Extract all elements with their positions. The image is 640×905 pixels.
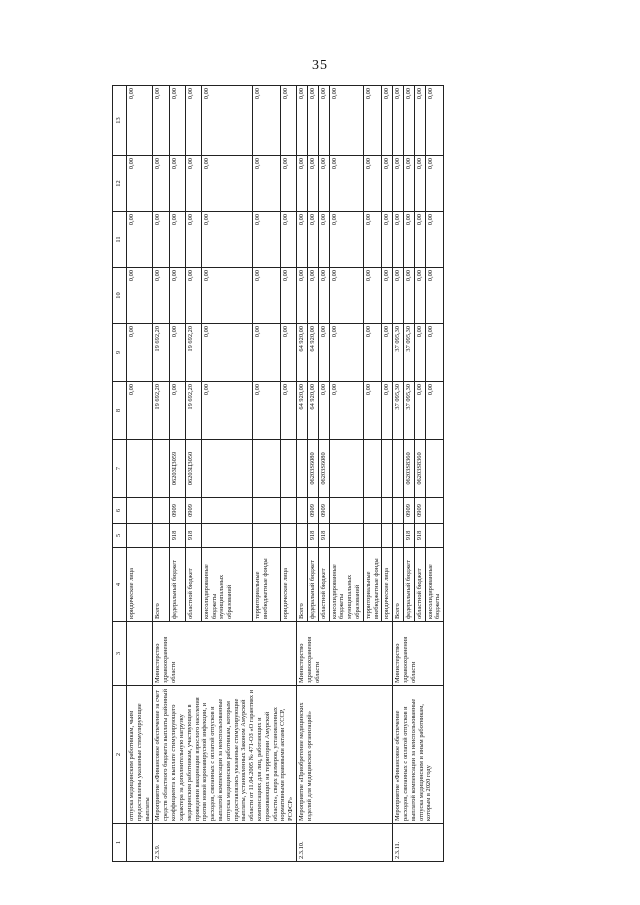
value-cell: 0,00 <box>318 268 329 324</box>
value-cell: 0,00 <box>127 324 153 382</box>
csr-code <box>393 440 404 498</box>
item-description: Мероприятие «Финансовое обеспечение за счет средств областного бюджета выплаты районный коэффициента к выплате стимулирующего характера за дополнительную нагрузку медицинским работникам, участвующим в проведении вакцинации взрослого населения против новой коронавирусной инфекции, и расходов, связанных с оплатой отпусков и выплатой компенсации за неиспользованные отпуска медицинским работникам, которым предоставлялись указанные стимулирующие выплаты, установленных Законом Амурской области от 11.04.2005 № 471-ОЗ «О гарантиях и компенсациях для лиц, работающих и проживающих на территории Амурской области», сверх размеров, установленных нормативными правовыми актами СССР, РСФСР» <box>153 686 297 824</box>
value-cell: 0,00 <box>253 212 281 268</box>
value-cell: 0,00 <box>185 86 201 156</box>
value-cell: 0,00 <box>169 268 185 324</box>
value-cell: 0,00 <box>393 156 404 212</box>
value-cell: 0,00 <box>185 156 201 212</box>
value-cell: 64 920,00 <box>307 382 318 440</box>
value-cell: 0,00 <box>414 324 425 382</box>
value-cell: 0,00 <box>363 268 382 324</box>
value-cell: 0,00 <box>318 212 329 268</box>
item-number: 2.3.10. <box>297 824 393 862</box>
value-cell: 0,00 <box>363 86 382 156</box>
value-cell: 0,00 <box>329 382 363 440</box>
rzpr-code <box>127 498 153 524</box>
value-cell: 0,00 <box>280 324 296 382</box>
grbs-code <box>425 524 444 548</box>
csr-code <box>127 440 153 498</box>
value-cell: 19 692,20 <box>185 324 201 382</box>
value-cell: 0,00 <box>425 156 444 212</box>
csr-code <box>297 440 308 498</box>
rzpr-code: 0909 <box>307 498 318 524</box>
csr-code <box>153 440 169 498</box>
table-row <box>297 86 308 862</box>
value-cell: 0,00 <box>169 156 185 212</box>
value-cell: 64 920,00 <box>297 382 308 440</box>
value-cell: 0,00 <box>253 156 281 212</box>
value-cell: 0,00 <box>425 268 444 324</box>
funding-source: консолидированные бюджеты <box>425 548 444 622</box>
value-cell: 0,00 <box>329 268 363 324</box>
item-executor: Министерство здравоохранения области <box>297 622 393 686</box>
csr-code: 06203S6080 <box>318 440 329 498</box>
rzpr-code <box>280 498 296 524</box>
grbs-code <box>363 524 382 548</box>
value-cell: 0,00 <box>169 212 185 268</box>
csr-code <box>201 440 252 498</box>
funding-source: областной бюджет <box>185 548 201 622</box>
rzpr-code <box>363 498 382 524</box>
rzpr-code: 0909 <box>169 498 185 524</box>
value-cell: 0,00 <box>307 268 318 324</box>
carry-over-row <box>127 86 153 862</box>
funding-source: Всего <box>153 548 169 622</box>
executor-cell <box>127 622 153 686</box>
value-cell: 64 920,00 <box>297 324 308 382</box>
value-cell: 0,00 <box>153 268 169 324</box>
rotated-table-wrapper <box>112 86 542 862</box>
csr-code <box>253 440 281 498</box>
value-cell: 0,00 <box>253 382 281 440</box>
value-cell: 0,00 <box>127 212 153 268</box>
funding-source: юридические лица <box>280 548 296 622</box>
funding-source: Всего <box>393 548 404 622</box>
grbs-code: 918 <box>404 524 415 548</box>
column-number: 1 <box>113 824 127 862</box>
value-cell: 0,00 <box>201 212 252 268</box>
value-cell: 0,00 <box>329 156 363 212</box>
grbs-code <box>201 524 252 548</box>
value-cell: 0,00 <box>201 156 252 212</box>
value-cell: 0,00 <box>201 86 252 156</box>
value-cell: 0,00 <box>280 382 296 440</box>
funding-source: территориальные внебюджетные фонды <box>363 548 382 622</box>
value-cell: 0,00 <box>153 86 169 156</box>
column-number: 7 <box>113 440 127 498</box>
rzpr-code: 0909 <box>414 498 425 524</box>
value-cell: 0,00 <box>393 86 404 156</box>
value-cell: 0,00 <box>127 86 153 156</box>
column-number: 4 <box>113 548 127 622</box>
value-cell: 0,00 <box>253 86 281 156</box>
value-cell: 0,00 <box>253 268 281 324</box>
grbs-code: 918 <box>318 524 329 548</box>
grbs-code <box>280 524 296 548</box>
value-cell: 0,00 <box>382 212 393 268</box>
csr-code: 06203Ц3050 <box>185 440 201 498</box>
csr-code <box>280 440 296 498</box>
value-cell: 0,00 <box>382 86 393 156</box>
value-cell: 19 692,20 <box>185 382 201 440</box>
value-cell: 0,00 <box>297 156 308 212</box>
item-executor: Министерство здравоохранения области <box>393 622 444 686</box>
page-number: 35 <box>312 58 328 73</box>
funding-source: Всего <box>297 548 308 622</box>
value-cell: 0,00 <box>297 212 308 268</box>
value-cell: 0,00 <box>414 212 425 268</box>
column-number: 3 <box>113 622 127 686</box>
value-cell: 0,00 <box>127 268 153 324</box>
csr-code <box>425 440 444 498</box>
funding-source: федеральный бюджет <box>307 548 318 622</box>
value-cell: 0,00 <box>307 156 318 212</box>
value-cell: 0,00 <box>318 324 329 382</box>
item-executor: Министерство здравоохранения области <box>153 622 297 686</box>
value-cell: 64 920,00 <box>307 324 318 382</box>
funding-source: юридические лица <box>127 548 153 622</box>
value-cell: 0,00 <box>329 86 363 156</box>
rzpr-code <box>329 498 363 524</box>
grbs-code: 918 <box>414 524 425 548</box>
value-cell: 37 095,30 <box>393 382 404 440</box>
value-cell: 0,00 <box>404 86 415 156</box>
grbs-code: 918 <box>185 524 201 548</box>
grbs-code <box>393 524 404 548</box>
grbs-code <box>127 524 153 548</box>
value-cell: 0,00 <box>280 86 296 156</box>
value-cell: 0,00 <box>318 86 329 156</box>
value-cell: 0,00 <box>414 268 425 324</box>
rzpr-code <box>253 498 281 524</box>
value-cell: 0,00 <box>382 268 393 324</box>
value-cell: 0,00 <box>253 324 281 382</box>
item-description: отпуска медицинским работникам, чьим предоставлены указанные стимулирующие выплаты <box>127 686 153 824</box>
value-cell: 0,00 <box>201 382 252 440</box>
grbs-code <box>329 524 363 548</box>
value-cell: 19 692,20 <box>153 382 169 440</box>
value-cell: 0,00 <box>127 382 153 440</box>
grbs-code <box>382 524 393 548</box>
value-cell: 0,00 <box>201 324 252 382</box>
rzpr-code <box>297 498 308 524</box>
table-row <box>153 86 169 862</box>
funding-source: областной бюджет <box>318 548 329 622</box>
value-cell: 0,00 <box>382 382 393 440</box>
csr-code: 06203S6080 <box>307 440 318 498</box>
rzpr-code <box>153 498 169 524</box>
value-cell: 0,00 <box>404 156 415 212</box>
csr-code <box>329 440 363 498</box>
value-cell: 0,00 <box>169 324 185 382</box>
column-number-row <box>113 86 127 862</box>
rzpr-code: 0909 <box>404 498 415 524</box>
column-number: 10 <box>113 268 127 324</box>
grbs-code <box>153 524 169 548</box>
value-cell: 0,00 <box>393 268 404 324</box>
value-cell: 0,00 <box>425 212 444 268</box>
value-cell: 0,00 <box>201 268 252 324</box>
value-cell: 0,00 <box>425 382 444 440</box>
grbs-code <box>297 524 308 548</box>
funding-source: федеральный бюджет <box>169 548 185 622</box>
item-number: 2.3.9. <box>153 824 297 862</box>
csr-code <box>382 440 393 498</box>
value-cell: 0,00 <box>153 156 169 212</box>
column-number: 12 <box>113 156 127 212</box>
value-cell: 0,00 <box>363 212 382 268</box>
value-cell: 0,00 <box>280 212 296 268</box>
column-number: 13 <box>113 86 127 156</box>
item-description: Мероприятие «Финансовое обеспечение расходов, связанных с оплатой отпусков и выплатой компенсации за неиспользованные отпуска медицинским и иным работникам, которым в 2020 году <box>393 686 444 824</box>
rzpr-code <box>425 498 444 524</box>
table-row <box>393 86 404 862</box>
rzpr-code: 0909 <box>185 498 201 524</box>
value-cell: 0,00 <box>185 268 201 324</box>
value-cell: 0,00 <box>280 156 296 212</box>
value-cell: 0,00 <box>382 324 393 382</box>
value-cell: 0,00 <box>393 212 404 268</box>
csr-code: 06203Ц3059 <box>169 440 185 498</box>
value-cell: 0,00 <box>425 86 444 156</box>
rzpr-code: 0909 <box>318 498 329 524</box>
value-cell: 0,00 <box>414 156 425 212</box>
value-cell: 37 095,30 <box>404 382 415 440</box>
csr-code: 06203S8360 <box>414 440 425 498</box>
grbs-code <box>253 524 281 548</box>
funding-source: федеральный бюджет <box>404 548 415 622</box>
value-cell: 0,00 <box>297 86 308 156</box>
rzpr-code <box>201 498 252 524</box>
value-cell: 0,00 <box>307 86 318 156</box>
rzpr-code <box>382 498 393 524</box>
column-number: 5 <box>113 524 127 548</box>
column-number: 6 <box>113 498 127 524</box>
column-number: 2 <box>113 686 127 824</box>
value-cell: 37 095,30 <box>393 324 404 382</box>
value-cell: 0,00 <box>280 268 296 324</box>
value-cell: 0,00 <box>329 212 363 268</box>
value-cell: 0,00 <box>318 382 329 440</box>
funding-source: консолидированные бюджеты муниципальных образований <box>329 548 363 622</box>
value-cell: 0,00 <box>363 382 382 440</box>
value-cell: 0,00 <box>382 156 393 212</box>
value-cell: 0,00 <box>363 324 382 382</box>
column-number: 11 <box>113 212 127 268</box>
value-cell: 0,00 <box>169 86 185 156</box>
csr-code: 06203S8360 <box>404 440 415 498</box>
funding-source: территориальные внебюджетные фонды <box>253 548 281 622</box>
value-cell: 37 095,30 <box>404 324 415 382</box>
grbs-code: 918 <box>169 524 185 548</box>
value-cell: 0,00 <box>127 156 153 212</box>
value-cell: 19 692,20 <box>153 324 169 382</box>
value-cell: 0,00 <box>153 212 169 268</box>
value-cell: 0,00 <box>329 324 363 382</box>
value-cell: 0,00 <box>404 268 415 324</box>
budget-table <box>112 85 444 862</box>
value-cell: 0,00 <box>404 212 415 268</box>
funding-source: юридические лица <box>382 548 393 622</box>
item-description: Мероприятие «Приобретение медицинских изделий для медицинских организаций» <box>297 686 393 824</box>
funding-source: консолидированные бюджеты муниципальных образований <box>201 548 252 622</box>
csr-code <box>363 440 382 498</box>
column-number: 8 <box>113 382 127 440</box>
item-number-cell <box>127 824 153 862</box>
funding-source: областной бюджет <box>414 548 425 622</box>
value-cell: 0,00 <box>414 382 425 440</box>
value-cell: 0,00 <box>425 324 444 382</box>
value-cell: 0,00 <box>307 212 318 268</box>
value-cell: 0,00 <box>297 268 308 324</box>
rzpr-code <box>393 498 404 524</box>
value-cell: 0,00 <box>363 156 382 212</box>
value-cell: 0,00 <box>185 212 201 268</box>
item-number: 2.3.11. <box>393 824 444 862</box>
column-number: 9 <box>113 324 127 382</box>
value-cell: 0,00 <box>414 86 425 156</box>
value-cell: 0,00 <box>318 156 329 212</box>
value-cell: 0,00 <box>169 382 185 440</box>
table-body <box>127 86 444 862</box>
grbs-code: 918 <box>307 524 318 548</box>
